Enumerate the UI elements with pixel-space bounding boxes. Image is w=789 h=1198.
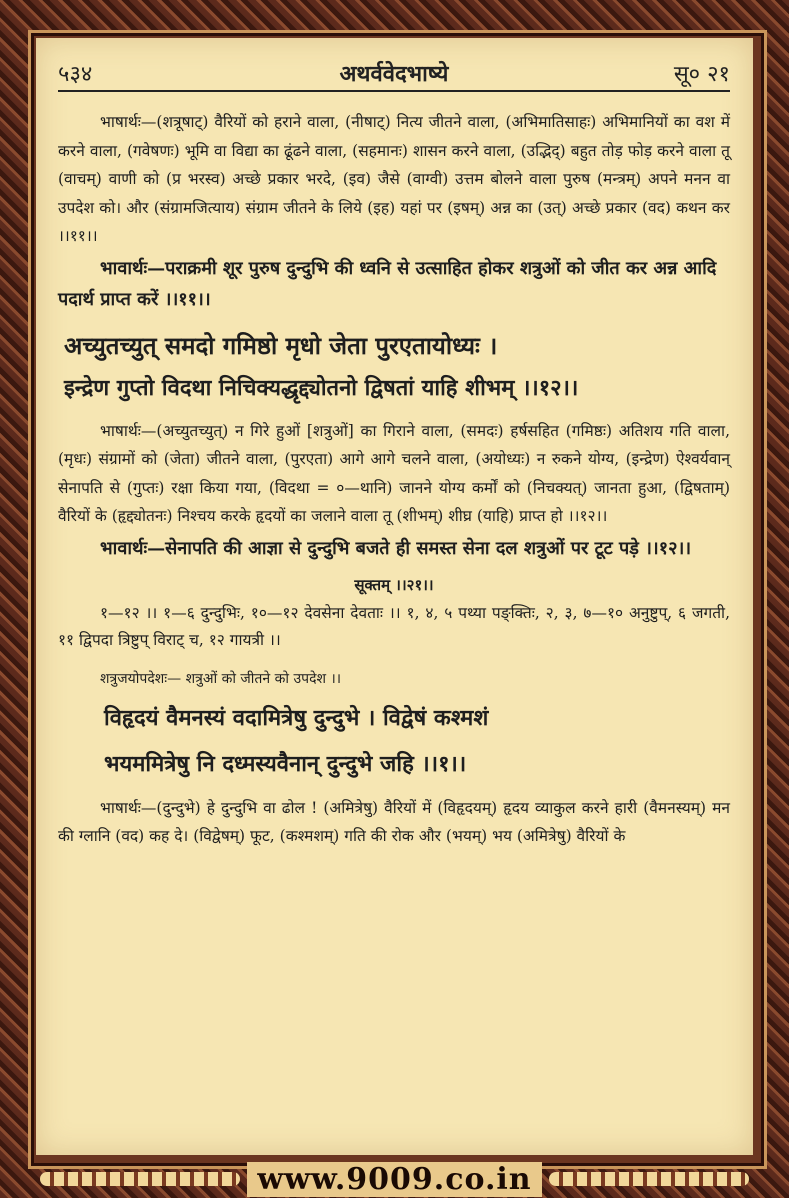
mantra-12-line-2: इन्द्रेण गुप्तो विदथा निचिक्यद्धृद्द्योतनो द्विषतां याहि शीभम् ।।१२।। (64, 374, 579, 401)
mantra-12-line-1: अच्युतच्युत् समदो गमिष्ठो मृधो जेता पुरएतायोध्यः । (64, 330, 498, 360)
bhashartha-12: भाषार्थः—(अच्युतच्युत्) न गिरे हुओं [शत्रुओं] का गिराने वाला, (समदः) हर्षसहित (गमिष्ठः) अतिशय गति वाला, (मृधः) संग्रामों को (जेता) जीतने वाला, (पुरएता) आगे आगे चलने वाला, (अयोध्यः) न रुकने योग्य, (इन्द्रेण) ऐश्वर्यवान् सेनापति से (गुप्तः) रक्षा किया गया, (विदथा = ०—थानि) जानने योग्य कर्मों को (निचक्यत्) जानता हुआ, (द्विषताम्) वैरियों के (हृद्द्योतनः) निश्चय करके हृदयों का जलाने वाला तू (शीभम्) शीघ्र (याहि) प्राप्त हो ।।१२।। (58, 421, 730, 525)
bhavartha-12: भावार्थः—सेनापति की आज्ञा से दुन्दुभि बजते ही समस्त सेना दल शत्रुओं पर टूट पड़े ।।१२।। (100, 537, 692, 559)
sukta-reference: सू० २१ (673, 62, 730, 87)
sukta-end-marker: सूक्तम् ।।२१।। (354, 575, 434, 594)
page-header (58, 56, 730, 92)
website-text: www.9009.co.in (247, 1162, 541, 1197)
book-page (36, 38, 753, 1155)
footer-website (0, 1162, 789, 1197)
bhashartha-11: भाषार्थः—(शत्रूषाट्) वैरियों को हराने वाला, (नीषाट्) नित्य जीतने वाला, (अभिमातिसाहः) अभिमानियों का वश में करने वाला, (गवेषणः) भूमि वा विद्या का ढूंढने वाला, (सहमानः) शासन करने वाला, (उद्भिद्) बहुत तोड़ फोड़ करने वाला तू (वाचम्) वाणी को (प्र भरस्व) अच्छे प्रकार भरदे, (इव) जैसे (वाग्वी) उत्तम बोलने वाला पुरुष (मन्त्रम्) अपने मनन वा उपदेश को। और (संग्रामजित्याय) संग्राम जीतने के लिये (इह) यहां पर (इषम्) अन्न का (उत्) अच्छे प्रकार (वद) कथन कर ।।११।। (58, 113, 730, 245)
page-number: ५३४ (58, 62, 93, 87)
page-content (58, 108, 730, 851)
book-title: अथर्ववेदभाष्ये (339, 61, 449, 87)
mantra-1-line-1: विहृदयं वैमनस्यं वदामित्रेषु दुन्दुभे । विद्वेषं कश्मशं (104, 704, 489, 731)
mantra-1-line-2: भयममित्रेषु नि दध्मस्यवैनान् दुन्दुभे जहि ।।१।। (104, 750, 467, 777)
devata-chhanda-note: १—१२ ।। १—६ दुन्दुभिः, १०—१२ देवसेना देवताः ।। १, ४, ५ पथ्या पङ्क्तिः, २, ३, ७—१० अनुष्टुप्, ६ जगती, ११ द्विपदा त्रिष्टुप् विराट् च, १२ गायत्री ।। (58, 603, 730, 649)
topic-heading: शत्रुजयोपदेशः— शत्रुओं को जीतने को उपदेश ।। (100, 670, 342, 687)
bhavartha-11: भावार्थः—पराक्रमी शूर पुरुष दुन्दुभि की ध्वनि से उत्साहित होकर शत्रुओं को जीत कर अन्न आदि पदार्थ प्राप्त करें ।।११।। (58, 257, 717, 310)
bhashartha-1: भाषार्थः—(दुन्दुभे) हे दुन्दुभि वा ढोल ! (अमित्रेषु) वैरियों में (विहृदयम्) हृदय व्याकुल करने हारी (वैमनस्यम्) मन की ग्लानि (वद) कह दे। (विद्वेषम्) फूट, (कश्मशम्) गति की रोक और (भयम्) भय (अमित्रेषु) वैरियों के (58, 798, 730, 845)
